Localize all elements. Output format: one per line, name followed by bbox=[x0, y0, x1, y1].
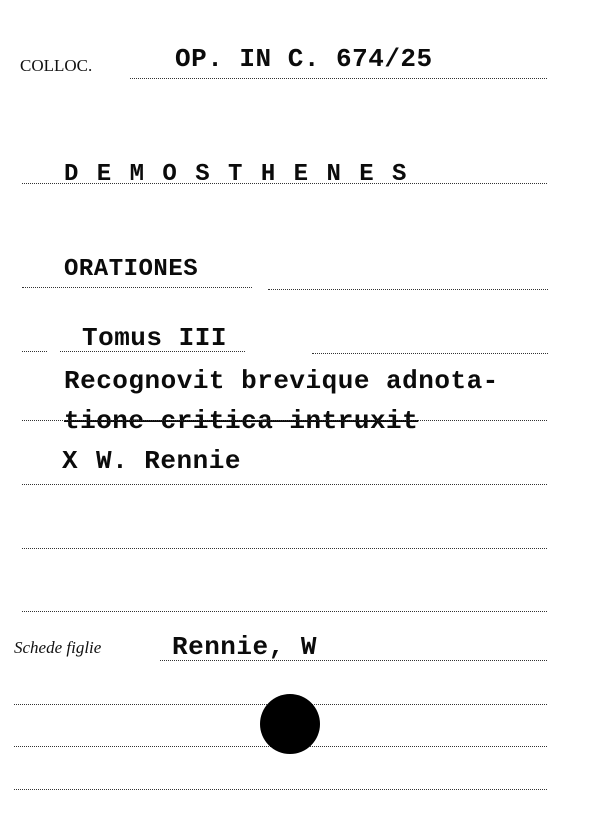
punch-hole bbox=[260, 694, 320, 754]
volume-dotted-line-3 bbox=[312, 353, 548, 354]
blank-dotted-line-1 bbox=[22, 548, 547, 549]
schede-value: Rennie, W bbox=[172, 632, 317, 662]
schede-dotted-line bbox=[160, 660, 547, 661]
volume-dotted-line-2 bbox=[60, 351, 245, 352]
shelfmark: OP. IN C. 674/25 bbox=[175, 44, 433, 74]
title-text: ORATIONES bbox=[64, 256, 199, 283]
author-heading: D E M O S T H E N E S bbox=[64, 161, 409, 188]
description-line-2: tione critica intruxit bbox=[64, 406, 419, 436]
schede-label: Schede figlie bbox=[14, 638, 102, 657]
blank-dotted-line-2 bbox=[22, 611, 547, 612]
editor-dotted-line bbox=[22, 484, 547, 485]
editor-mark: X bbox=[62, 446, 79, 476]
colloc-label: COLLOC. bbox=[20, 56, 93, 75]
bottom-dotted-line-3 bbox=[14, 789, 547, 790]
title-dotted-line-right bbox=[268, 289, 548, 290]
colloc-dotted-line bbox=[130, 78, 547, 79]
description-dotted-line bbox=[22, 420, 547, 421]
editor-text: W. Rennie bbox=[96, 446, 241, 476]
author-dotted-line bbox=[22, 183, 547, 184]
description-line-1: Recognovit brevique adnota- bbox=[64, 366, 499, 396]
title-dotted-line-left bbox=[22, 287, 252, 288]
volume-dotted-line-1 bbox=[22, 351, 47, 352]
volume-text: Tomus III bbox=[82, 323, 227, 353]
